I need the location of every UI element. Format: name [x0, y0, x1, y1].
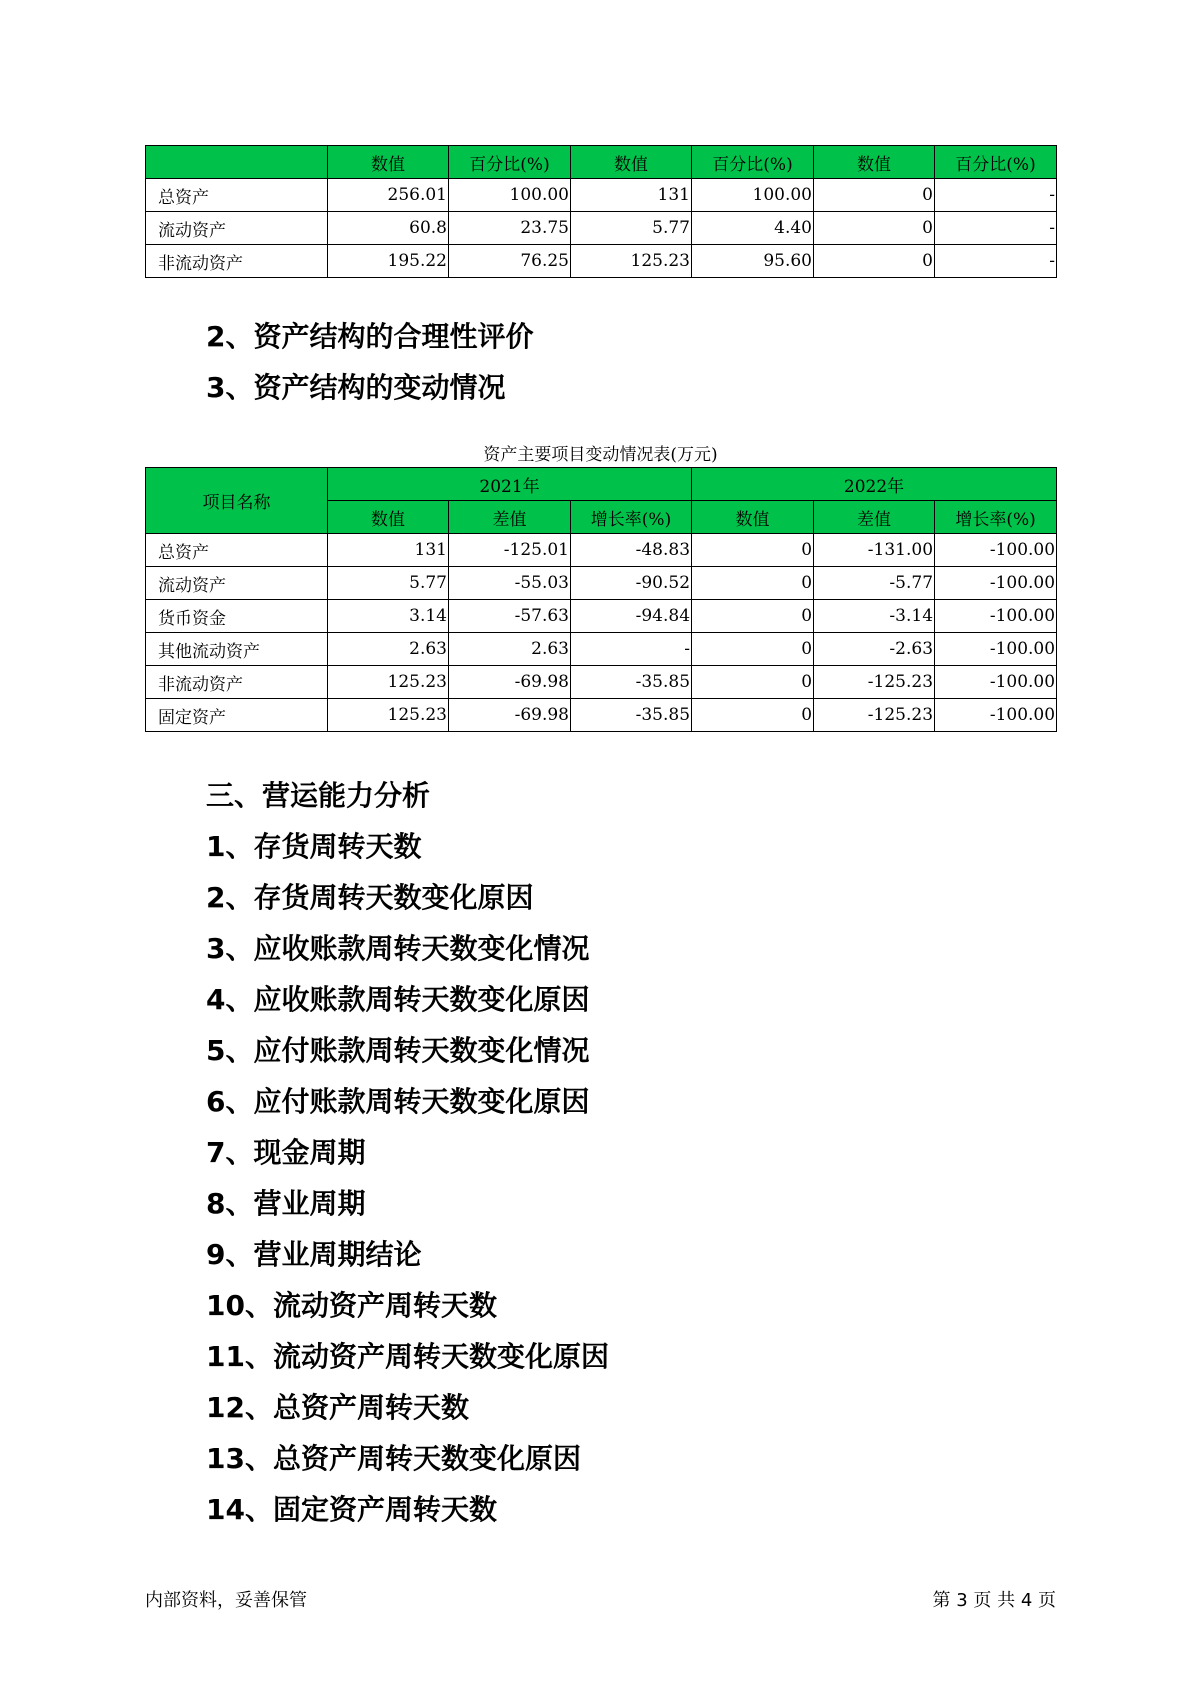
header-cell: 数值 — [692, 501, 814, 534]
cell: 125.23 — [328, 666, 449, 699]
header-cell: 数值 — [571, 146, 692, 179]
cell: 131 — [328, 534, 449, 567]
cell: -125.01 — [449, 534, 571, 567]
header-cell — [146, 146, 328, 179]
cell: -3.14 — [814, 600, 935, 633]
table-row — [146, 699, 1057, 732]
cell: 0 — [814, 245, 935, 278]
cell: 2.63 — [328, 633, 449, 666]
row-label: 非流动资产 — [146, 666, 328, 699]
asset-structure-table — [145, 145, 1057, 278]
cell: -69.98 — [449, 666, 571, 699]
cell: -35.85 — [571, 666, 692, 699]
cell: 0 — [814, 212, 935, 245]
section-heading: 12、总资产周转天数 — [206, 1391, 469, 1424]
header-cell: 差值 — [814, 501, 935, 534]
header-cell: 增长率(%) — [935, 501, 1057, 534]
cell: -57.63 — [449, 600, 571, 633]
header-cell: 百分比(%) — [692, 146, 814, 179]
cell: 0 — [692, 567, 814, 600]
header-cell: 数值 — [328, 501, 449, 534]
year-header: 2021年 — [328, 468, 692, 501]
cell: -94.84 — [571, 600, 692, 633]
cell: 100.00 — [692, 179, 814, 212]
header-cell: 差值 — [449, 501, 571, 534]
header-cell: 数值 — [328, 146, 449, 179]
table-row — [146, 245, 1057, 278]
cell: - — [571, 633, 692, 666]
section-heading: 11、流动资产周转天数变化原因 — [206, 1340, 609, 1373]
cell: 95.60 — [692, 245, 814, 278]
section-heading: 5、应付账款周转天数变化情况 — [206, 1034, 590, 1067]
cell: -55.03 — [449, 567, 571, 600]
cell: - — [935, 212, 1057, 245]
section-heading: 三、营运能力分析 — [206, 779, 431, 812]
section-heading: 3、应收账款周转天数变化情况 — [206, 932, 590, 965]
cell: 125.23 — [571, 245, 692, 278]
row-label: 总资产 — [146, 534, 328, 567]
section-heading: 2、存货周转天数变化原因 — [206, 881, 534, 914]
table-row — [146, 179, 1057, 212]
cell: 100.00 — [449, 179, 571, 212]
asset-change-table — [145, 467, 1057, 732]
cell: - — [935, 245, 1057, 278]
footer-note: 内部资料，妥善保管 — [145, 1590, 307, 1611]
row-label: 非流动资产 — [146, 245, 328, 278]
cell: 4.40 — [692, 212, 814, 245]
page-number: 第 3 页 共 4 页 — [932, 1590, 1056, 1611]
section-heading: 10、流动资产周转天数 — [206, 1289, 497, 1322]
cell: 76.25 — [449, 245, 571, 278]
header-cell: 增长率(%) — [571, 501, 692, 534]
cell: -2.63 — [814, 633, 935, 666]
cell: 60.8 — [328, 212, 449, 245]
cell: 3.14 — [328, 600, 449, 633]
section-heading: 14、固定资产周转天数 — [206, 1493, 497, 1526]
cell: -100.00 — [935, 633, 1057, 666]
cell: -100.00 — [935, 666, 1057, 699]
header-cell: 百分比(%) — [449, 146, 571, 179]
row-label: 总资产 — [146, 179, 328, 212]
table-header-row — [146, 468, 1057, 501]
header-cell: 百分比(%) — [935, 146, 1057, 179]
cell: 125.23 — [328, 699, 449, 732]
section-heading: 6、应付账款周转天数变化原因 — [206, 1085, 590, 1118]
cell: -90.52 — [571, 567, 692, 600]
cell: -125.23 — [814, 699, 935, 732]
table-row — [146, 633, 1057, 666]
table-row — [146, 534, 1057, 567]
cell: -100.00 — [935, 534, 1057, 567]
cell: 0 — [692, 534, 814, 567]
section-heading: 4、应收账款周转天数变化原因 — [206, 983, 590, 1016]
cell: -100.00 — [935, 600, 1057, 633]
section-heading: 3、资产结构的变动情况 — [206, 371, 506, 404]
section-heading: 8、营业周期 — [206, 1187, 366, 1220]
cell: 2.63 — [449, 633, 571, 666]
table-row — [146, 666, 1057, 699]
table-row — [146, 600, 1057, 633]
cell: 256.01 — [328, 179, 449, 212]
table-row — [146, 567, 1057, 600]
cell: -131.00 — [814, 534, 935, 567]
cell: 23.75 — [449, 212, 571, 245]
table-header-row — [146, 146, 1057, 179]
header-cell: 数值 — [814, 146, 935, 179]
section-heading: 7、现金周期 — [206, 1136, 366, 1169]
cell: -100.00 — [935, 567, 1057, 600]
section-heading: 1、存货周转天数 — [206, 830, 422, 863]
section-heading: 9、营业周期结论 — [206, 1238, 422, 1271]
table-row — [146, 212, 1057, 245]
cell: -35.85 — [571, 699, 692, 732]
row-label: 货币资金 — [146, 600, 328, 633]
cell: -48.83 — [571, 534, 692, 567]
cell: -5.77 — [814, 567, 935, 600]
cell: 0 — [692, 666, 814, 699]
cell: -125.23 — [814, 666, 935, 699]
row-label: 固定资产 — [146, 699, 328, 732]
row-label: 其他流动资产 — [146, 633, 328, 666]
cell: 0 — [692, 699, 814, 732]
cell: -100.00 — [935, 699, 1057, 732]
year-header: 2022年 — [692, 468, 1057, 501]
section-heading: 13、总资产周转天数变化原因 — [206, 1442, 581, 1475]
cell: 195.22 — [328, 245, 449, 278]
cell: 131 — [571, 179, 692, 212]
row-label: 流动资产 — [146, 212, 328, 245]
cell: 5.77 — [328, 567, 449, 600]
cell: 5.77 — [571, 212, 692, 245]
table-caption: 资产主要项目变动情况表(万元) — [483, 445, 718, 465]
section-heading: 2、资产结构的合理性评价 — [206, 320, 534, 353]
cell: 0 — [692, 600, 814, 633]
item-name-header: 项目名称 — [146, 468, 328, 534]
cell: - — [935, 179, 1057, 212]
row-label: 流动资产 — [146, 567, 328, 600]
cell: 0 — [692, 633, 814, 666]
cell: 0 — [814, 179, 935, 212]
cell: -69.98 — [449, 699, 571, 732]
